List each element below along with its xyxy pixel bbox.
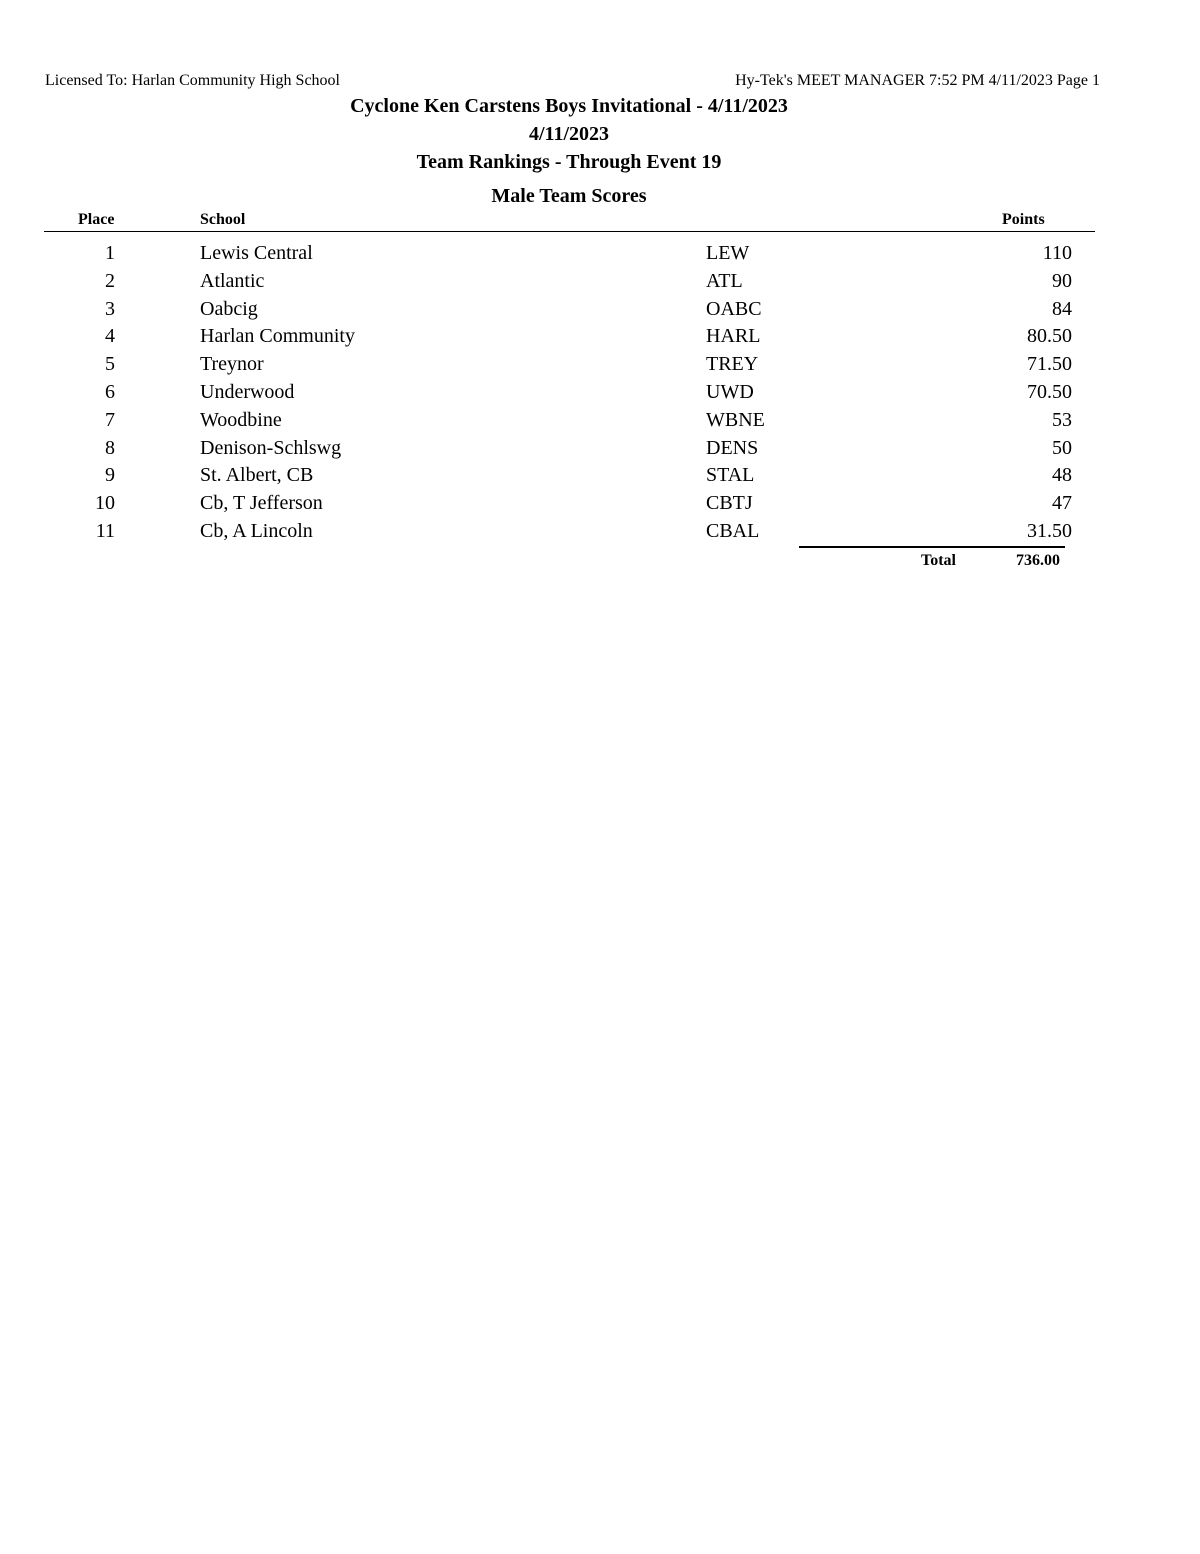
- code-cell: CBTJ: [706, 492, 753, 515]
- code-cell: ATL: [706, 269, 743, 292]
- place-cell: 3: [105, 297, 115, 320]
- place-cell: 5: [105, 353, 115, 376]
- table-row: [0, 462, 1200, 490]
- table-row: [0, 240, 1200, 268]
- points-cell: 90: [1052, 269, 1072, 292]
- school-cell: Atlantic: [200, 269, 265, 292]
- table-row: [0, 518, 1200, 546]
- place-cell: 1: [105, 242, 115, 264]
- code-cell: WBNE: [706, 408, 765, 431]
- header-divider: [44, 231, 1095, 232]
- total-value: 736.00: [1016, 552, 1060, 569]
- place-cell: 6: [105, 380, 115, 403]
- code-cell: UWD: [706, 380, 754, 403]
- code-cell: HARL: [706, 325, 761, 348]
- place-cell: 4: [105, 325, 115, 348]
- table-row: [0, 296, 1200, 324]
- points-cell: 47: [1052, 492, 1072, 515]
- school-cell: Lewis Central: [200, 242, 313, 264]
- table-row: [0, 379, 1200, 407]
- code-cell: CBAL: [706, 519, 760, 542]
- table-row: [0, 490, 1200, 518]
- table-row: [0, 268, 1200, 296]
- points-cell: 80.50: [1027, 325, 1072, 348]
- place-cell: 9: [105, 464, 115, 487]
- points-cell: 48: [1052, 464, 1072, 487]
- table-row: [0, 323, 1200, 351]
- points-cell: 71.50: [1027, 353, 1072, 376]
- school-cell: Oabcig: [200, 297, 258, 320]
- school-cell: Cb, A Lincoln: [200, 519, 313, 542]
- place-cell: 10: [95, 492, 115, 515]
- points-cell: 31.50: [1027, 519, 1072, 542]
- code-cell: TREY: [706, 353, 759, 376]
- points-cell: 110: [1042, 242, 1072, 264]
- total-divider: [799, 546, 1065, 548]
- rankings-title: Team Rankings - Through Event 19: [416, 151, 722, 173]
- school-cell: Cb, T Jefferson: [200, 492, 323, 515]
- place-cell: 11: [95, 519, 115, 542]
- total-label: Total: [921, 552, 956, 569]
- place-cell: 7: [105, 408, 115, 431]
- table-row: [0, 351, 1200, 379]
- software-stamp: Hy-Tek's MEET MANAGER 7:52 PM 4/11/2023 Page 1: [735, 72, 1100, 89]
- table-row: [0, 407, 1200, 435]
- code-cell: STAL: [706, 464, 755, 487]
- points-cell: 50: [1052, 436, 1072, 459]
- school-cell: Woodbine: [200, 408, 282, 431]
- section-title: Male Team Scores: [491, 185, 647, 207]
- points-cell: 53: [1052, 408, 1072, 431]
- place-cell: 8: [105, 436, 115, 459]
- school-cell: St. Albert, CB: [200, 464, 314, 487]
- column-header-school: School: [200, 211, 246, 228]
- code-cell: DENS: [706, 436, 759, 459]
- meet-title: Cyclone Ken Carstens Boys Invitational - 4/11/2023: [350, 95, 788, 117]
- school-cell: Treynor: [200, 353, 264, 376]
- place-cell: 2: [105, 269, 115, 292]
- school-cell: Underwood: [200, 380, 295, 403]
- team-scores-table: [0, 240, 1200, 546]
- code-cell: OABC: [706, 297, 762, 320]
- points-cell: 84: [1052, 297, 1072, 320]
- license-text: Licensed To: Harlan Community High School: [45, 72, 340, 89]
- meet-date: 4/11/2023: [528, 123, 609, 145]
- school-cell: Denison-Schlswg: [200, 436, 342, 459]
- school-cell: Harlan Community: [200, 325, 355, 348]
- column-header-points: Points: [1002, 211, 1045, 228]
- table-row: [0, 435, 1200, 463]
- column-header-place: Place: [78, 211, 115, 228]
- points-cell: 70.50: [1027, 380, 1072, 403]
- code-cell: LEW: [706, 242, 750, 264]
